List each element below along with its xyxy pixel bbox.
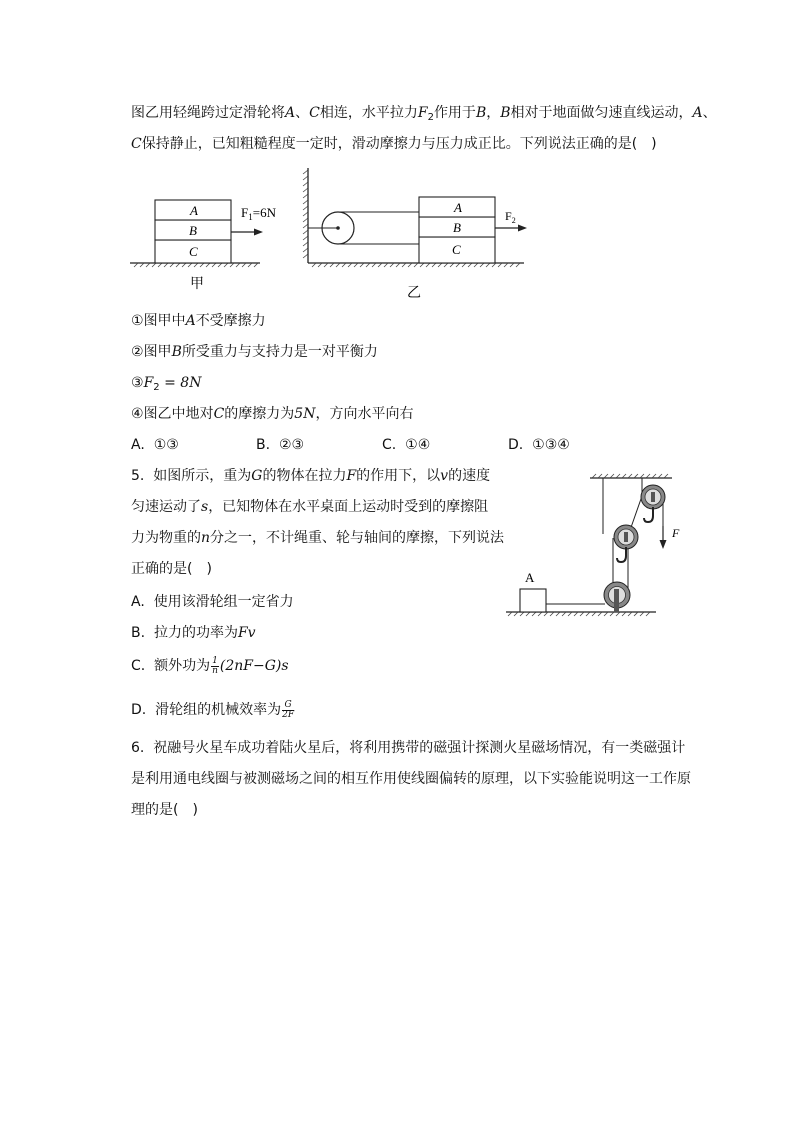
q5-option-c[interactable]: C. 额外功为 $\frac{1}{n}$ (2nF−G)s xyxy=(131,655,289,676)
yi-label-b: B xyxy=(453,220,461,235)
jia-label-a: A xyxy=(190,203,198,218)
q4-statement-2: ②图甲B所受重力与支持力是一对平衡力 xyxy=(131,344,378,360)
q4-statement-4: ④图乙中地对C的摩擦力为5N，方向水平向右 xyxy=(131,406,414,422)
q4-option-a[interactable]: A. ①③ xyxy=(131,437,179,453)
q6-stem-line1: 6. 祝融号火星车成功着陆火星后，将利用携带的磁强计探测火星磁场情况，有一类磁强计 xyxy=(131,740,686,756)
jia-force-arrow xyxy=(254,229,263,236)
q4-statement-3: $③F_2 = 8N$ xyxy=(131,375,202,393)
q5-force-label: F xyxy=(672,526,680,540)
yi-force-label: $F_2$ xyxy=(505,209,516,225)
jia-caption: 甲 xyxy=(190,277,204,292)
q5-option-a[interactable]: A. 使用该滑轮组一定省力 xyxy=(131,594,294,610)
q5-stem-line2: 匀速运动了s，已知物体在水平桌面上运动时受到的摩擦阻 xyxy=(131,499,489,515)
yi-force-arrow xyxy=(518,225,527,232)
figure-jia xyxy=(130,190,280,290)
yi-caption: 乙 xyxy=(407,286,421,301)
jia-force-label: $F_1=6N$ xyxy=(241,205,276,222)
q4-option-d[interactable]: D. ①③④ xyxy=(508,437,570,453)
q4-stem-line1: 图乙用轻绳跨过定滑轮将A、C相连，水平拉力$F_2$作用于B，B相对于地面做匀速直线运动，A、 xyxy=(131,105,717,123)
q5-option-d[interactable]: D. 滑轮组的机械效率为 $\frac{G}{2F}$ xyxy=(131,699,295,720)
q4-option-c[interactable]: C. ①④ xyxy=(382,437,431,453)
jia-label-c: C xyxy=(189,244,198,259)
jia-label-b: B xyxy=(189,223,197,238)
q5-block-a xyxy=(520,589,546,612)
q5-stem-line1: 5. 如图所示，重为G的物体在拉力F的作用下，以v的速度 xyxy=(131,468,491,484)
q4-option-b[interactable]: B. ②③ xyxy=(256,437,305,453)
q4-statement-1: ①图甲中A不受摩擦力 xyxy=(131,313,266,329)
q5-block-label: A xyxy=(525,570,535,585)
q5-force-arrow xyxy=(660,540,667,549)
yi-label-c: C xyxy=(452,242,461,257)
q5-option-d-fraction: $\frac{G}{2F}$ xyxy=(282,699,295,720)
q6-stem-line2: 是利用通电线圈与被测磁场之间的相互作用使线圈偏转的原理，以下实验能说明这一工作原 xyxy=(131,771,691,787)
q6-stem-line3: 理的是( ) xyxy=(131,802,198,818)
q5-option-c-fraction: $\frac{1}{n}$ xyxy=(212,655,218,676)
q5-stem-line4: 正确的是( ) xyxy=(131,561,212,577)
yi-label-a: A xyxy=(454,200,462,215)
q4-stem-line2: C保持静止，已知粗糙程度一定时，滑动摩擦力与压力成正比。下列说法正确的是( ) xyxy=(131,136,657,152)
q5-option-b[interactable]: B. 拉力的功率为Fv xyxy=(131,625,256,641)
figure-yi xyxy=(300,166,530,306)
q5-stem-line3: 力为物重的n分之一，不计绳重、轮与轴间的摩擦，下列说法 xyxy=(131,530,505,546)
q5-pulley-figure xyxy=(500,470,690,625)
